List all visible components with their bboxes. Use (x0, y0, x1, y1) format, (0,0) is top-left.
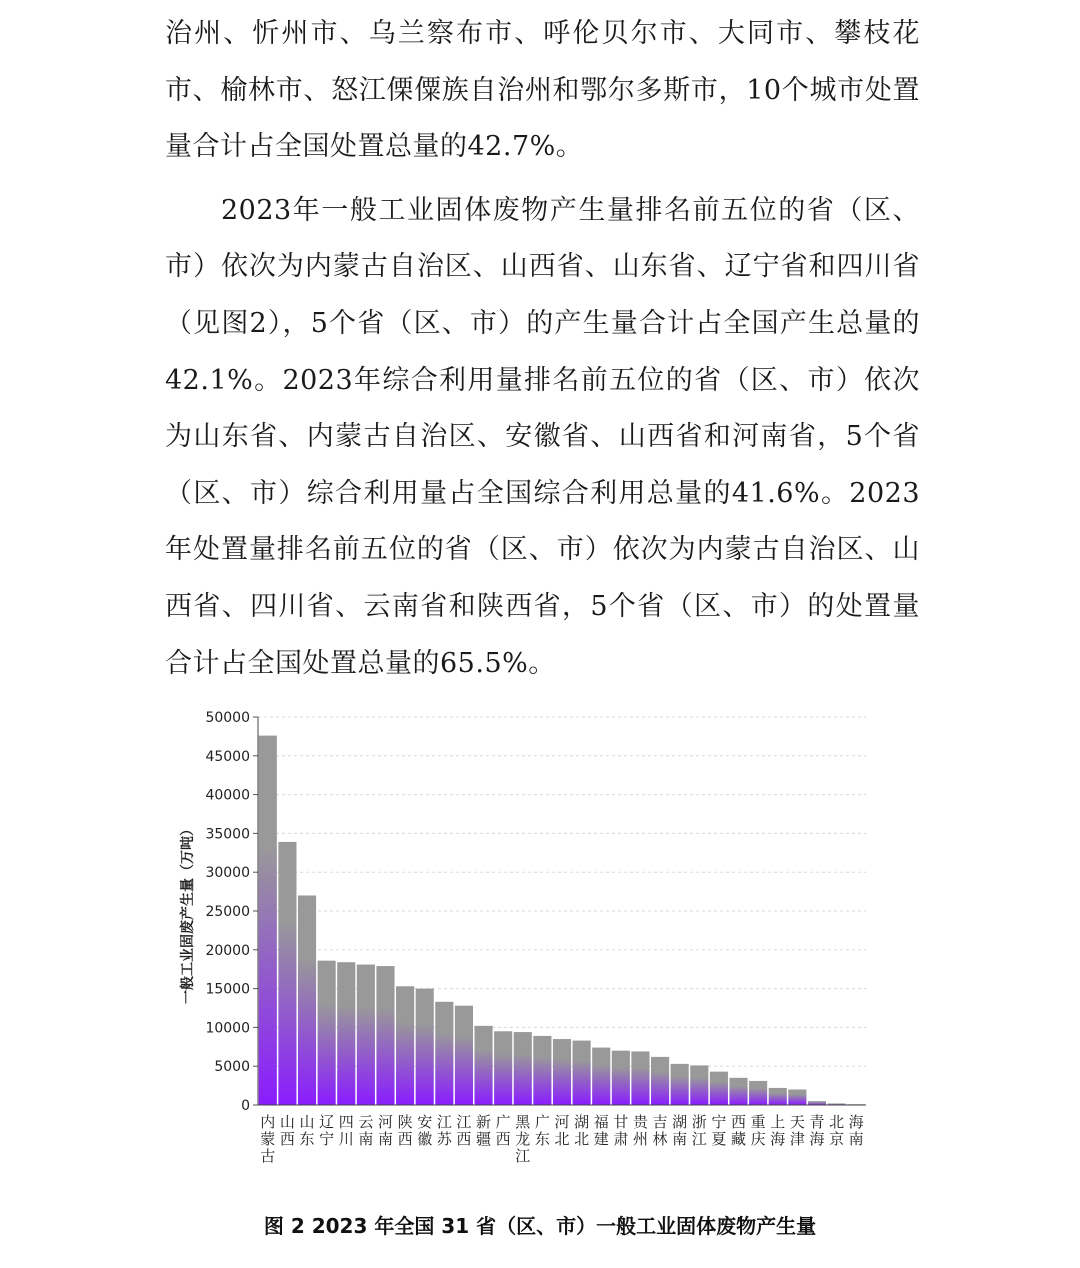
figure-caption: 图 2 2023 年全国 31 省（区、市）一般工业固体废物产生量 (263, 1214, 817, 1238)
x-tick-label: 辽宁 (319, 1113, 335, 1148)
bar-海南 (847, 1104, 865, 1105)
bar-上海 (769, 1088, 787, 1105)
x-tick-label: 陕西 (397, 1113, 413, 1148)
x-tick-label: 西藏 (731, 1113, 747, 1148)
y-tick-label: 45000 (205, 748, 250, 765)
bar-辽宁 (318, 961, 336, 1105)
bar-新疆 (474, 1026, 492, 1105)
y-axis-label: 一般工业固废产生量（万吨） (180, 822, 196, 1004)
body-text (165, 6, 920, 692)
bar-湖南 (671, 1064, 689, 1105)
x-tick-label: 贵州 (632, 1113, 648, 1148)
bar-内蒙古 (259, 736, 277, 1105)
bars (259, 736, 866, 1105)
bar-河南 (376, 966, 394, 1105)
bar-西藏 (729, 1078, 747, 1105)
bar-甘肃 (612, 1051, 630, 1105)
paragraph-2: 2023年一般工业固体废物产生量排名前五位的省（区、市）依次为内蒙古自治区、山西省、山东省、辽宁省和四川省（见图2），5个省（区、市）的产生量合计占全国产生总量的42.1%。2023年综合利用量排名前五位的省（区、市）依次为山东省、内蒙古自治区、安徽省、山西省和河南省，5个省（区、市）综合利用量占全国综合利用总量的41.6%。2023年处置量排名前五位的省（区、市）依次为内蒙古自治区、山西省、四川省、云南省和陕西省，5个省（区、市）的处置量合计占全国处置总量的65.5%。 (165, 194, 920, 679)
paragraph-1: 治州、忻州市、乌兰察布市、呼伦贝尔市、大同市、攀枝花市、榆林市、怒江傈僳族自治州和鄂尔多斯市，10个城市处置量合计占全国处置总量的42.7%。 (165, 18, 920, 163)
x-tick-label: 黑龙江 (515, 1113, 531, 1165)
bar-云南 (357, 965, 375, 1105)
x-tick-label: 河南 (377, 1113, 393, 1148)
x-tick-label: 江苏 (436, 1113, 452, 1148)
y-tick-label: 10000 (205, 1020, 250, 1037)
bar-重庆 (749, 1081, 767, 1105)
y-tick-label: 20000 (205, 942, 250, 959)
x-tick-label: 广西 (495, 1113, 511, 1148)
bar-黑龙江 (514, 1032, 532, 1105)
x-tick-label: 青海 (809, 1113, 825, 1148)
bar-山东 (298, 895, 316, 1105)
y-tick-label: 25000 (205, 904, 250, 920)
bar-山西 (278, 842, 296, 1105)
x-tick-label: 重庆 (750, 1113, 766, 1148)
bar-江苏 (435, 1002, 453, 1105)
y-tick-label: 0 (241, 1098, 250, 1114)
y-tick-labels (205, 710, 250, 1114)
x-tick-label: 广东 (534, 1113, 550, 1148)
x-tick-label: 浙江 (691, 1113, 707, 1148)
bar-湖北 (573, 1041, 591, 1105)
bar-江西 (455, 1006, 473, 1105)
y-tick-label: 5000 (214, 1059, 250, 1076)
bar-青海 (808, 1101, 826, 1105)
bar-陕西 (396, 986, 414, 1105)
bar-宁夏 (710, 1072, 728, 1105)
x-tick-label: 江西 (456, 1113, 472, 1148)
y-tick-label: 50000 (205, 710, 250, 726)
bar-福建 (592, 1048, 610, 1105)
bar-北京 (828, 1103, 846, 1105)
y-tick-label: 40000 (205, 787, 250, 804)
x-tick-label: 山东 (299, 1113, 315, 1148)
y-tick-label: 35000 (205, 826, 250, 843)
bar-河北 (553, 1039, 571, 1105)
x-tick-label: 内蒙古 (260, 1113, 276, 1165)
y-tick-label: 30000 (205, 865, 250, 882)
x-tick-label: 河北 (554, 1113, 570, 1148)
x-tick-label: 新疆 (476, 1113, 492, 1148)
y-tick-label: 15000 (205, 981, 250, 998)
bar-浙江 (690, 1065, 708, 1105)
x-tick-label: 北京 (829, 1113, 845, 1148)
axes (258, 717, 866, 1105)
bar-天津 (788, 1089, 806, 1105)
x-tick-label: 天津 (789, 1113, 805, 1148)
x-tick-label: 安徽 (417, 1113, 433, 1148)
x-tick-label: 湖南 (672, 1113, 688, 1148)
x-tick-labels (260, 1113, 863, 1165)
x-tick-label: 山西 (279, 1113, 295, 1148)
x-tick-label: 甘肃 (613, 1113, 629, 1148)
x-tick-label: 湖北 (574, 1113, 590, 1148)
x-tick-label: 上海 (770, 1113, 786, 1148)
x-tick-label: 吉林 (652, 1113, 668, 1148)
gridlines (253, 717, 866, 1105)
x-tick-label: 云南 (358, 1113, 374, 1148)
bar-贵州 (631, 1051, 649, 1105)
bar-广西 (494, 1031, 512, 1105)
bar-安徽 (416, 989, 434, 1105)
x-tick-label: 海南 (848, 1113, 864, 1148)
x-tick-label: 福建 (593, 1113, 609, 1148)
bar-广东 (533, 1036, 551, 1105)
x-tick-label: 宁夏 (711, 1113, 727, 1148)
bar-吉林 (651, 1057, 669, 1105)
x-tick-label: 四川 (338, 1113, 354, 1148)
bar-四川 (337, 962, 355, 1105)
